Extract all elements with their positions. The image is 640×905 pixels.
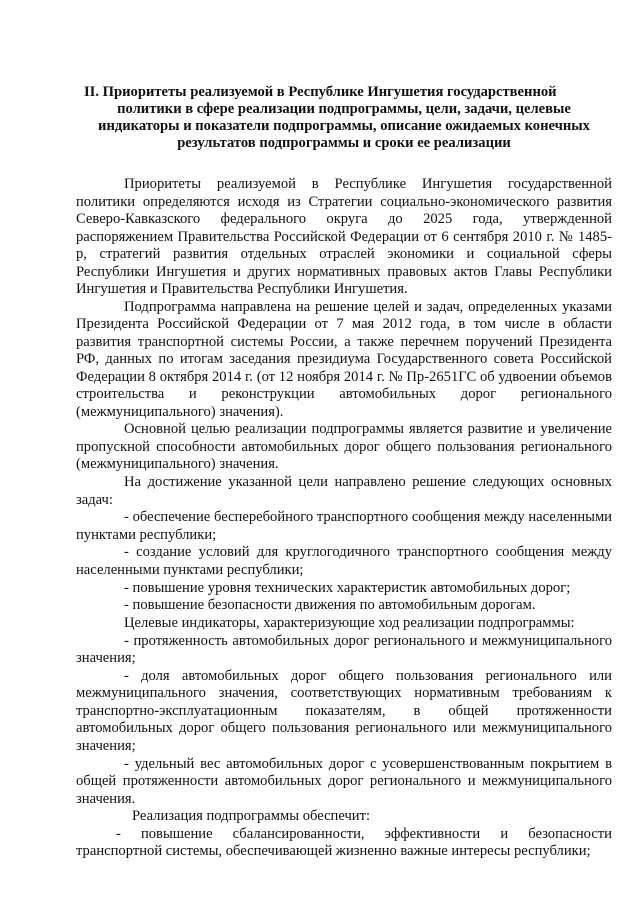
- heading-line-1: II. Приоритеты реализуемой в Республике Ингушетия государственной: [84, 84, 557, 100]
- paragraph-subprogram-aims: Подпрограмма направлена на решение целей и задач, определенных указами Президента Российской Федерации от 7 мая 2012 года, в том числе в области развития транспортной системы России, а также перечнем поручений Президента РФ, данных по итогам заседания президиума Государственного совета Российской Федерации 8 октября 2014 г. (от 12 ноября 2014 г. № Пр-2651ГС об удвоении объемов строительства и реконструкции автомобильных дорог регионального (межмуниципального) значения).: [76, 298, 612, 420]
- paragraph-indicators-intro: Целевые индикаторы, характеризующие ход реализации подпрограммы:: [124, 615, 575, 631]
- heading-line-3: индикаторы и показатели подпрограммы, описание ожидаемых конечных: [98, 118, 590, 134]
- list-item-indicator-1: - протяженность автомобильных дорог регионального и межмуниципального значения;: [76, 632, 612, 667]
- heading-line-4: результатов подпрограммы и сроки ее реализации: [177, 135, 511, 151]
- list-item-task-4: - повышение безопасности движения по автомобильным дорогам.: [124, 597, 536, 614]
- list-item-task-1: - обеспечение бесперебойного транспортного сообщения между населенными пунктами республики;: [76, 509, 612, 543]
- section-heading: [84, 84, 604, 152]
- paragraph-outcomes-intro: Реализация подпрограммы обеспечит:: [132, 808, 371, 825]
- paragraph-main-goal: Основной целью реализации подпрограммы является развитие и увеличение пропускной способности автомобильных дорог общего пользования регионального (межмуниципального) значения.: [76, 421, 612, 473]
- list-item-task-2: - создание условий для круглогодичного транспортного сообщения между населенными пунктами республики;: [76, 544, 612, 578]
- paragraph-priorities: Приоритеты реализуемой в Республике Ингушетия государственной политики определяются исходя из Стратегии социально-экономического развития Северо-Кавказского федерального округа до 2025 года, утвержденной распоряжением Правительства Российской Федерации от 6 сентября 2010 г. № 1485-р, стратегий развития отдельных отраслей экономики и социальной сферы Республики Ингушетия и других нормативных правовых актов Главы Республики Ингушетия и Правительства Республики Ингушетия.: [76, 176, 612, 297]
- list-item-task-3: - повышение уровня технических характеристик автомобильных дорог;: [124, 579, 571, 596]
- list-item-indicator-3: - удельный вес автомобильных дорог с усовершенствованным покрытием в общей протяженности автомобильных дорог регионального и межмуниципального значения.: [76, 755, 612, 807]
- document-body: [76, 176, 612, 861]
- paragraph-tasks-intro: На достижение указанной цели направлено решение следующих основных задач:: [76, 474, 612, 508]
- list-item-indicator-2: - доля автомобильных дорог общего пользования регионального или межмуниципального значения, соответствующих нормативным требованиям к транспортно-эксплуатационным показателям, в общей протяженности автомобильных дорог общего пользования регионального или межмуниципального значения;: [76, 667, 612, 754]
- heading-line-2: политики в сфере реализации подпрограммы, цели, задачи, целевые: [117, 101, 571, 117]
- list-item-outcome-1: - повышение сбалансированности, эффективности и безопасности транспортной системы, обеспечивающей жизненно важные интересы республики;: [76, 825, 612, 860]
